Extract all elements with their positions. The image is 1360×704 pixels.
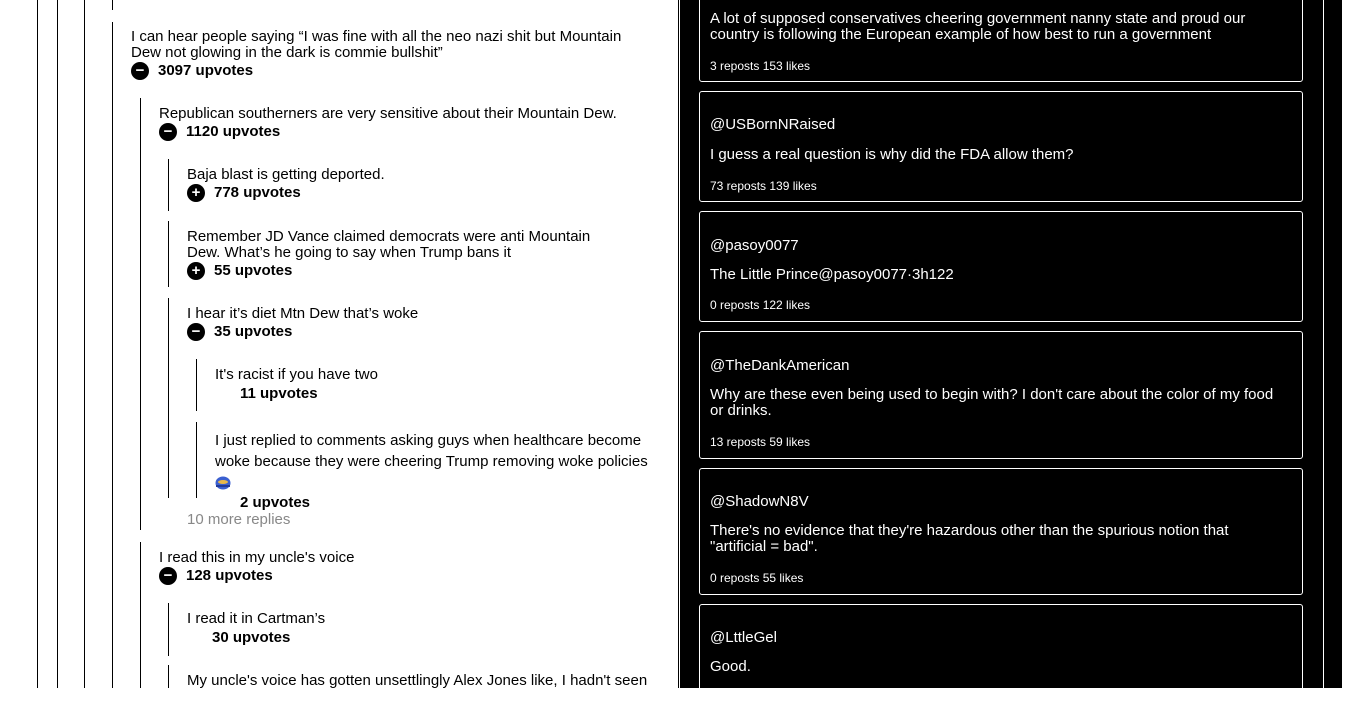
comment <box>187 306 637 342</box>
post-stats: 13 reposts 59 likes <box>710 435 811 449</box>
nest-line <box>140 98 141 530</box>
nest-line <box>84 0 85 688</box>
expand-icon[interactable]: + <box>187 184 205 202</box>
nest-line <box>168 603 169 656</box>
comment <box>159 106 659 142</box>
comment-text: I hear it’s diet Mtn Dew that’s woke <box>187 305 419 322</box>
upvote-count: 1120 upvotes <box>186 123 281 140</box>
post-stats: 0 reposts 55 likes <box>710 571 804 585</box>
post-text: The Little Prince@pasoy0077·3h122 <box>710 266 954 283</box>
panel-border <box>1323 0 1324 688</box>
comment <box>187 611 637 648</box>
post-card[interactable] <box>699 211 1303 322</box>
post-card[interactable] <box>699 604 1303 704</box>
collapse-icon[interactable]: − <box>159 567 177 585</box>
emoji-icon <box>215 476 231 490</box>
post-text: I guess a real question is why did the FDA allow them? <box>710 146 1074 163</box>
collapse-icon[interactable]: − <box>159 123 177 141</box>
upvote-count: 35 upvotes <box>214 323 293 340</box>
comment-text: Republican southerners are very sensitive about their Mountain Dew. <box>159 105 617 122</box>
comment-votes <box>187 183 657 203</box>
column-divider <box>678 0 679 688</box>
comment <box>187 229 627 281</box>
post-card[interactable] <box>699 0 1303 82</box>
post-stats: 3 reposts 153 likes <box>710 59 811 73</box>
comment-text: I read it in Cartman’s <box>187 610 326 627</box>
upvote-count: 3097 upvotes <box>158 62 254 79</box>
nest-line <box>168 665 169 688</box>
upvote-count: 30 upvotes <box>212 629 291 646</box>
nest-line <box>168 159 169 211</box>
nest-line <box>168 221 169 287</box>
upvote-count: 128 upvotes <box>186 567 273 584</box>
post-text: Good. <box>710 658 751 675</box>
comment-text-body: I just replied to comments asking guys when healthcare become woke because they were cheering Trump removing woke policies <box>215 432 648 470</box>
nest-line <box>196 359 197 411</box>
comment-votes <box>159 566 639 586</box>
nest-line <box>140 542 141 688</box>
comment-votes <box>187 628 637 648</box>
comment-text: I read this in my uncle's voice <box>159 549 355 566</box>
comment <box>215 367 635 404</box>
upvote-count: 55 upvotes <box>214 262 293 279</box>
comment-text: Remember JD Vance claimed democrats were anti Mountain Dew. What’s he going to say when Trump bans it <box>187 228 591 261</box>
comment-votes <box>215 384 635 404</box>
comment-votes <box>187 261 627 281</box>
post-text: Why are these even being used to begin with? I don't care about the color of my food or drinks. <box>710 386 1274 419</box>
comment <box>215 430 660 513</box>
post-handle[interactable]: @pasoy0077 <box>710 237 799 254</box>
post-stats: 73 reposts 139 likes <box>710 179 817 193</box>
comment <box>131 29 651 81</box>
nest-line <box>168 298 169 498</box>
post-handle[interactable]: @TheDankAmerican <box>710 357 850 374</box>
upvote-count: 778 upvotes <box>214 184 301 201</box>
comment-text: I can hear people saying “I was fine with all the neo nazi shit but Mountain Dew not glowing in the dark is commie bullshit” <box>131 28 622 61</box>
post-stats: 0 reposts 122 likes <box>710 298 811 312</box>
post-text: There's no evidence that they're hazardous other than the spurious notion that "artificial = bad". <box>710 522 1229 555</box>
comment-text <box>215 430 660 493</box>
comment <box>159 550 639 586</box>
more-replies-link[interactable]: 10 more replies <box>187 511 291 528</box>
post-handle[interactable]: @LttleGel <box>710 629 777 646</box>
post-card[interactable] <box>699 468 1303 595</box>
post-card[interactable] <box>699 331 1303 459</box>
expand-icon[interactable]: + <box>187 262 205 280</box>
nest-line <box>112 22 113 688</box>
nest-line <box>196 422 197 498</box>
comment-votes <box>131 61 651 81</box>
comment-votes <box>215 493 660 513</box>
post-text: A lot of supposed conservatives cheering government nanny state and proud our country is following the European example of how best to run a government <box>710 10 1246 43</box>
upvote-count: 2 upvotes <box>240 494 311 511</box>
nest-line <box>37 0 38 688</box>
comment-text: My uncle's voice has gotten unsettlingly Alex Jones like, I hadn't seen <box>187 672 648 689</box>
nest-line <box>57 0 58 688</box>
comment-text: It's racist if you have two <box>215 366 378 383</box>
comment-votes <box>187 322 637 342</box>
post-card[interactable] <box>699 91 1303 202</box>
collapse-icon[interactable]: − <box>131 62 149 80</box>
comment-text: Baja blast is getting deported. <box>187 166 385 183</box>
comment-votes <box>159 122 659 142</box>
comment <box>187 673 667 689</box>
upvote-count: 11 upvotes <box>240 385 318 402</box>
post-handle[interactable]: @ShadowN8V <box>710 493 809 510</box>
post-handle[interactable]: @USBornNRaised <box>710 116 836 133</box>
collapse-icon[interactable]: − <box>187 323 205 341</box>
comment <box>187 167 657 203</box>
nest-line <box>112 0 113 10</box>
page-edge <box>1342 0 1360 688</box>
